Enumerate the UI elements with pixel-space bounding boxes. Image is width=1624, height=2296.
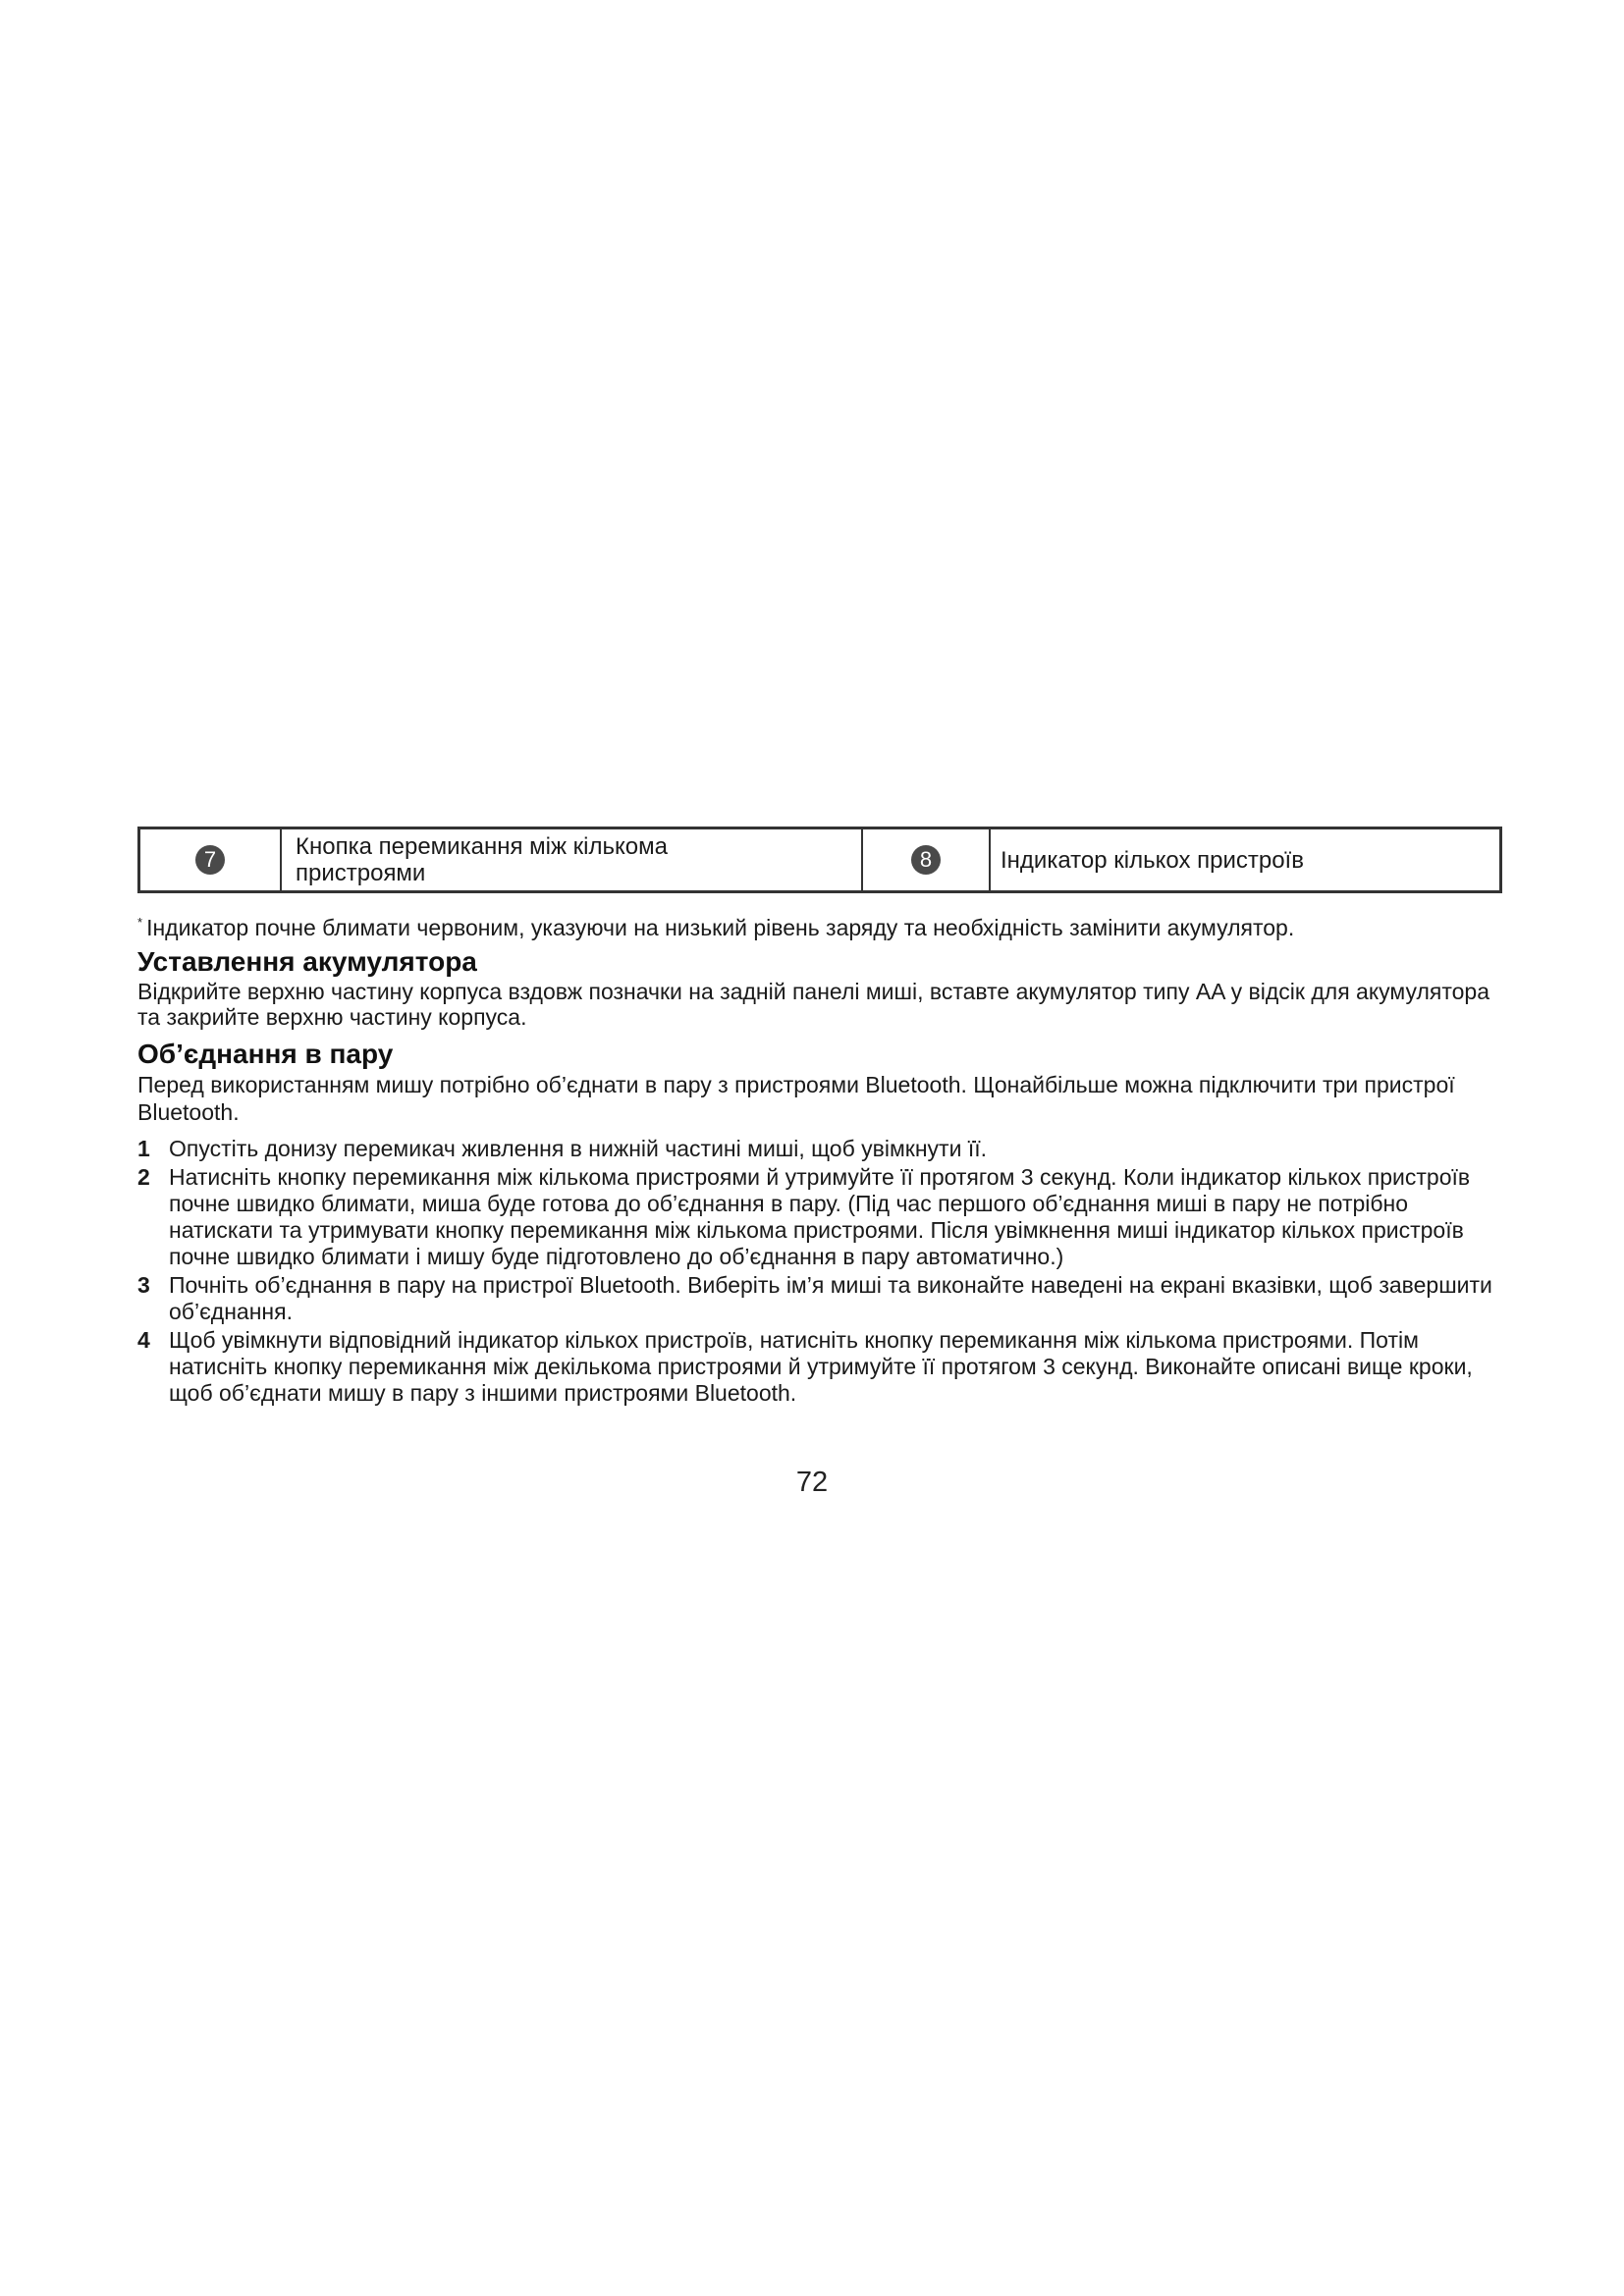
pairing-intro-paragraph: Перед використанням мишу потрібно об’єднати в пару з пристроями Bluetooth. Щонайбільше можна підключити три пристрої Bluetooth. [137, 1072, 1455, 1125]
footnote-text: Індикатор почне блимати червоним, указуючи на низький рівень заряду та необхідність замінити акумулятор. [146, 915, 1295, 940]
part-label: Індикатор кількох пристроїв [1001, 846, 1304, 874]
step-number: 3 [137, 1272, 150, 1298]
footnote [137, 909, 1507, 941]
list-item [137, 1164, 1507, 1270]
list-item [137, 1327, 1507, 1407]
step-text: Натисніть кнопку перемикання між кількома пристроями й утримуйте її протягом 3 секунд. Коли індикатор кількох пристроїв почне швидко блимати, миша буде готова до об’єднання в пару. (Під час першого об’єднання миші в пару не потрібно натискати та утримувати кнопку перемикання між кількома пристроями. Після увімкнення миші індикатор кількох пристроїв почне швидко блимати і мишу буде підготовлено до об’єднання в пару автоматично.) [169, 1164, 1471, 1269]
part-label-cell [990, 828, 1501, 892]
battery-paragraph: Відкрийте верхню частину корпуса вздовж позначки на задній панелі миші, вставте акумулятор типу AA у відсік для акумулятора та закрийте верхню частину корпуса. [137, 979, 1489, 1030]
list-item [137, 1272, 1507, 1325]
step-number: 2 [137, 1164, 150, 1190]
step-number: 1 [137, 1136, 150, 1161]
step-text: Опустіть донизу перемикач живлення в нижній частині миші, щоб увімкнути її. [169, 1136, 987, 1161]
page-number: 72 [795, 1467, 829, 1498]
list-item [137, 1136, 1507, 1162]
part-number-badge: 7 [195, 845, 225, 875]
step-text: Почніть об’єднання в пару на пристрої Bluetooth. Виберіть ім’я миші та виконайте наведені на екрані вказівки, щоб завершити об’єднання. [169, 1272, 1492, 1324]
pairing-steps-list [137, 1136, 1507, 1407]
part-number-badge: 8 [911, 845, 941, 875]
parts-table [137, 827, 1502, 893]
part-number-cell [139, 828, 282, 892]
part-number-cell [862, 828, 990, 892]
footnote-marker: * [137, 915, 143, 930]
section-heading-pairing: Об’єднання в пару [137, 1039, 394, 1069]
step-text: Щоб увімкнути відповідний індикатор кількох пристроїв, натисніть кнопку перемикання між кількома пристроями. Потім натисніть кнопку перемикання між декількома пристроями й утримуйте її протягом 3 секунд. Виконайте описані вище кроки, щоб об’єднати мишу в пару з іншими пристроями Bluetooth. [169, 1327, 1473, 1406]
step-number: 4 [137, 1327, 150, 1353]
page-content [137, 827, 1507, 1409]
section-heading-battery: Уставлення акумулятора [137, 946, 477, 977]
part-label: Кнопка перемикання між кількома пристроями [296, 833, 668, 886]
part-label-cell [281, 828, 862, 892]
table-row [139, 828, 1501, 892]
